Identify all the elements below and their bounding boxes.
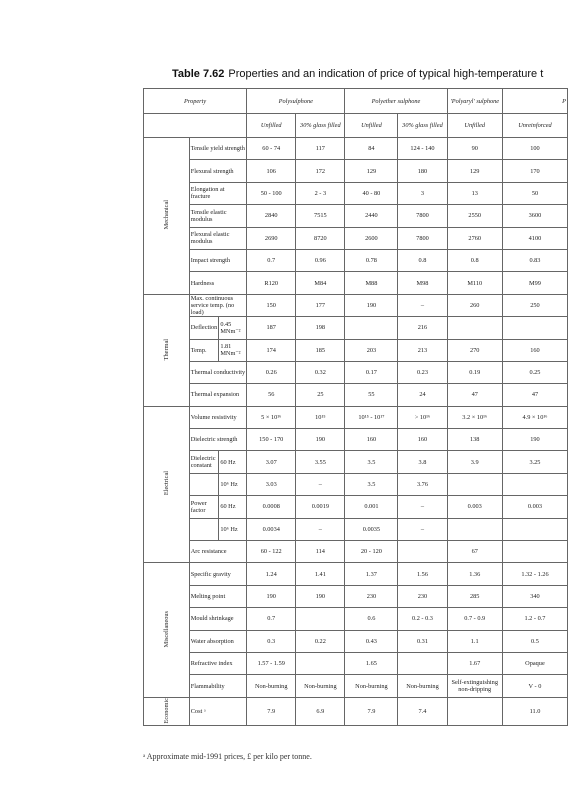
value-cell	[447, 518, 502, 540]
table-row	[144, 384, 568, 406]
table-row	[144, 451, 568, 473]
value-cell: 67	[447, 541, 502, 563]
value-cell: 190	[502, 429, 567, 451]
group-name: Economic	[162, 697, 170, 724]
value-cell: 0.7 - 0.9	[447, 608, 502, 630]
value-cell	[345, 317, 398, 339]
value-cell: 0.7	[247, 249, 296, 271]
value-cell: –	[398, 518, 447, 540]
value-cell: 138	[447, 429, 502, 451]
table-number: Table 7.62	[172, 68, 225, 80]
sub-header: 30% glass filled	[398, 114, 447, 138]
value-cell: > 10¹⁶	[398, 406, 447, 428]
value-cell: 340	[502, 585, 567, 607]
group-label	[144, 697, 190, 726]
value-cell	[502, 473, 567, 495]
value-cell: 2550	[447, 205, 502, 227]
value-cell: 0.96	[296, 249, 345, 271]
value-cell: 7515	[296, 205, 345, 227]
table-row	[144, 227, 568, 249]
table-title	[172, 68, 543, 80]
table-row	[144, 160, 568, 182]
value-cell: 0.83	[502, 249, 567, 271]
table-row	[144, 205, 568, 227]
property-label: Dielectric strength	[189, 429, 246, 451]
value-cell: 7.9	[247, 697, 296, 726]
value-cell: 3.55	[296, 451, 345, 473]
value-cell: 10¹⁵	[296, 406, 345, 428]
table-row	[144, 496, 568, 518]
value-cell: 0.003	[502, 496, 567, 518]
value-cell: 185	[296, 339, 345, 361]
property-label	[189, 518, 219, 540]
value-cell: 0.8	[398, 249, 447, 271]
value-cell: Non-burning	[345, 675, 398, 697]
property-label: Tensile yield strength	[189, 138, 246, 160]
value-cell: 1.67	[447, 652, 502, 674]
value-cell: 60 - 122	[247, 541, 296, 563]
table-row	[144, 182, 568, 204]
value-cell	[398, 652, 447, 674]
value-cell: 1.41	[296, 563, 345, 585]
value-cell: 150	[247, 294, 296, 316]
table-row	[144, 317, 568, 339]
value-cell: 0.8	[447, 249, 502, 271]
value-cell: 190	[247, 585, 296, 607]
value-cell: 7.4	[398, 697, 447, 726]
value-cell: –	[296, 473, 345, 495]
value-cell	[296, 608, 345, 630]
value-cell: 170	[502, 160, 567, 182]
properties-table	[143, 88, 568, 726]
value-cell: 0.78	[345, 249, 398, 271]
value-cell: 3600	[502, 205, 567, 227]
value-cell: 270	[447, 339, 502, 361]
property-label: Specific gravity	[189, 563, 246, 585]
value-cell: 10¹⁵ - 10¹⁷	[345, 406, 398, 428]
value-cell: 0.001	[345, 496, 398, 518]
value-cell: 1.24	[247, 563, 296, 585]
value-cell: 1.37	[345, 563, 398, 585]
property-label: Mould shrinkage	[189, 608, 246, 630]
property-label: Volume resistivity	[189, 406, 246, 428]
value-cell: 2440	[345, 205, 398, 227]
value-cell: 90	[447, 138, 502, 160]
value-cell: 2 - 3	[296, 182, 345, 204]
value-cell: –	[398, 294, 447, 316]
property-label: Power factor	[189, 496, 219, 518]
property-label: Elongation at fracture	[189, 182, 246, 204]
value-cell: Opaque	[502, 652, 567, 674]
group-name: Miscellaneous	[162, 610, 170, 648]
value-cell: 84	[345, 138, 398, 160]
value-cell: 0.003	[447, 496, 502, 518]
table-row	[144, 563, 568, 585]
table-row	[144, 518, 568, 540]
value-cell: 7800	[398, 227, 447, 249]
group-label	[144, 138, 190, 295]
value-cell: 216	[398, 317, 447, 339]
property-label: Thermal expansion	[189, 384, 246, 406]
value-cell: 0.17	[345, 361, 398, 383]
value-cell: 230	[345, 585, 398, 607]
value-cell: 198	[296, 317, 345, 339]
value-cell: 187	[247, 317, 296, 339]
value-cell: 56	[247, 384, 296, 406]
value-cell: 0.26	[247, 361, 296, 383]
sub-header: 30% glass filled	[296, 114, 345, 138]
value-cell: 0.19	[447, 361, 502, 383]
value-cell: 3.76	[398, 473, 447, 495]
table-row	[144, 272, 568, 294]
value-cell: 50	[502, 182, 567, 204]
value-cell: 4.9 × 10¹⁶	[502, 406, 567, 428]
value-cell: 250	[502, 294, 567, 316]
value-cell: 1.1	[447, 630, 502, 652]
table-row	[144, 138, 568, 160]
value-cell: 3.5	[345, 451, 398, 473]
group-header: Polysulphone	[247, 89, 345, 114]
value-cell: 2600	[345, 227, 398, 249]
value-cell: 24	[398, 384, 447, 406]
value-cell: 3.5	[345, 473, 398, 495]
value-cell: 2760	[447, 227, 502, 249]
value-cell	[502, 317, 567, 339]
table-row	[144, 697, 568, 726]
value-cell: 190	[296, 429, 345, 451]
sub-header: Unfilled	[247, 114, 296, 138]
value-cell: 50 - 100	[247, 182, 296, 204]
table-row	[144, 608, 568, 630]
value-cell: 114	[296, 541, 345, 563]
value-cell: 3.07	[247, 451, 296, 473]
property-sublabel: 10⁶ Hz	[219, 473, 247, 495]
value-cell: 7800	[398, 205, 447, 227]
value-cell: 3.25	[502, 451, 567, 473]
value-cell: 55	[345, 384, 398, 406]
value-cell: 0.2 - 0.3	[398, 608, 447, 630]
table-row	[144, 406, 568, 428]
property-header: Property	[144, 89, 247, 114]
value-cell: 1.56	[398, 563, 447, 585]
value-cell: Self-extinguishing non-dripping	[447, 675, 502, 697]
value-cell: 1.2 - 0.7	[502, 608, 567, 630]
value-cell: 0.31	[398, 630, 447, 652]
value-cell: 0.0008	[247, 496, 296, 518]
table-row	[144, 473, 568, 495]
value-cell: 3.9	[447, 451, 502, 473]
property-label: Temp.	[189, 339, 219, 361]
value-cell: 174	[247, 339, 296, 361]
value-cell: 190	[345, 294, 398, 316]
property-sublabel: 60 Hz	[219, 496, 247, 518]
group-header: P	[502, 89, 567, 114]
table-row	[144, 249, 568, 271]
group-header: Polyether sulphone	[345, 89, 447, 114]
value-cell: 190	[296, 585, 345, 607]
value-cell: 180	[398, 160, 447, 182]
value-cell: M110	[447, 272, 502, 294]
value-cell: 8720	[296, 227, 345, 249]
value-cell: 260	[447, 294, 502, 316]
value-cell: 0.3	[247, 630, 296, 652]
property-label: Impact strength	[189, 249, 246, 271]
value-cell: 7.9	[345, 697, 398, 726]
value-cell: 60 - 74	[247, 138, 296, 160]
group-label	[144, 294, 190, 406]
value-cell	[296, 652, 345, 674]
value-cell	[447, 317, 502, 339]
table-caption: Properties and an indication of price of typical high-temperature t	[228, 68, 544, 80]
value-cell: R120	[247, 272, 296, 294]
value-cell: 177	[296, 294, 345, 316]
value-cell: 20 - 120	[345, 541, 398, 563]
sub-header: Unfilled	[447, 114, 502, 138]
property-label: Flammability	[189, 675, 246, 697]
value-cell: Non-burning	[296, 675, 345, 697]
value-cell: 0.6	[345, 608, 398, 630]
value-cell: 0.0035	[345, 518, 398, 540]
footnote: ᵃ Approximate mid-1991 prices, £ per kilo per tonne.	[143, 752, 312, 761]
value-cell: 0.5	[502, 630, 567, 652]
property-label: Hardness	[189, 272, 246, 294]
table-row	[144, 630, 568, 652]
value-cell: 5 × 10¹⁶	[247, 406, 296, 428]
value-cell: 1.32 - 1.26	[502, 563, 567, 585]
value-cell: 0.43	[345, 630, 398, 652]
property-label: Cost ᵃ	[189, 697, 246, 726]
value-cell: 106	[247, 160, 296, 182]
value-cell: 3.2 × 10¹⁶	[447, 406, 502, 428]
group-name: Thermal	[162, 338, 170, 360]
property-label: Flexural elastic modulus	[189, 227, 246, 249]
value-cell: M88	[345, 272, 398, 294]
value-cell: –	[296, 518, 345, 540]
group-header-row	[144, 89, 568, 114]
value-cell: 100	[502, 138, 567, 160]
property-sublabel: 1.81 MNm⁻²	[219, 339, 247, 361]
property-label: Dielectric constant	[189, 451, 219, 473]
value-cell: 6.9	[296, 697, 345, 726]
property-label: Thermal conductivity	[189, 361, 246, 383]
header-blank	[144, 114, 247, 138]
value-cell: 117	[296, 138, 345, 160]
value-cell: 0.0019	[296, 496, 345, 518]
property-sublabel: 10⁶ Hz	[219, 518, 247, 540]
value-cell: 160	[502, 339, 567, 361]
property-sublabel: 60 Hz	[219, 451, 247, 473]
value-cell: 160	[398, 429, 447, 451]
value-cell: 3.8	[398, 451, 447, 473]
value-cell	[447, 697, 502, 726]
value-cell	[398, 541, 447, 563]
value-cell: V - 0	[502, 675, 567, 697]
value-cell: 1.57 - 1.59	[247, 652, 296, 674]
value-cell: 230	[398, 585, 447, 607]
property-label: Max. continuous service temp. (no load)	[189, 294, 246, 316]
group-label	[144, 563, 190, 697]
value-cell: –	[398, 496, 447, 518]
value-cell	[502, 518, 567, 540]
table-row	[144, 429, 568, 451]
sub-header-row	[144, 114, 568, 138]
value-cell: Non-burning	[247, 675, 296, 697]
value-cell: 47	[447, 384, 502, 406]
value-cell: 0.22	[296, 630, 345, 652]
property-label: Water absorption	[189, 630, 246, 652]
group-header: 'Polyaryl' sulphone	[447, 89, 502, 114]
property-label: Tensile elastic modulus	[189, 205, 246, 227]
value-cell: 47	[502, 384, 567, 406]
group-name: Mechanical	[162, 200, 170, 230]
group-label	[144, 406, 190, 563]
table-row	[144, 541, 568, 563]
sub-header: Unreinforced	[502, 114, 567, 138]
table-row	[144, 339, 568, 361]
value-cell: M98	[398, 272, 447, 294]
sub-header: Unfilled	[345, 114, 398, 138]
value-cell: 2690	[247, 227, 296, 249]
value-cell: 0.7	[247, 608, 296, 630]
value-cell: 129	[345, 160, 398, 182]
table-row	[144, 652, 568, 674]
property-label: Deflection	[189, 317, 219, 339]
table-row	[144, 585, 568, 607]
value-cell: 124 - 140	[398, 138, 447, 160]
value-cell: 3	[398, 182, 447, 204]
value-cell	[447, 473, 502, 495]
value-cell	[502, 541, 567, 563]
value-cell: 129	[447, 160, 502, 182]
property-label: Arc resistance	[189, 541, 246, 563]
value-cell: 150 - 170	[247, 429, 296, 451]
table-row	[144, 361, 568, 383]
value-cell: 285	[447, 585, 502, 607]
value-cell: 40 - 80	[345, 182, 398, 204]
value-cell: 203	[345, 339, 398, 361]
value-cell: 2840	[247, 205, 296, 227]
value-cell: 11.0	[502, 697, 567, 726]
value-cell: 1.65	[345, 652, 398, 674]
value-cell: 0.32	[296, 361, 345, 383]
value-cell: 4100	[502, 227, 567, 249]
value-cell: 0.25	[502, 361, 567, 383]
value-cell: M84	[296, 272, 345, 294]
group-name: Electrical	[162, 471, 170, 496]
property-label	[189, 473, 219, 495]
value-cell: 1.36	[447, 563, 502, 585]
table-row	[144, 294, 568, 316]
value-cell: 213	[398, 339, 447, 361]
value-cell: 13	[447, 182, 502, 204]
value-cell: 25	[296, 384, 345, 406]
value-cell: 3.03	[247, 473, 296, 495]
value-cell: Non-burning	[398, 675, 447, 697]
value-cell: 0.23	[398, 361, 447, 383]
value-cell: 160	[345, 429, 398, 451]
property-sublabel: 0.45 MNm⁻²	[219, 317, 247, 339]
table-row	[144, 675, 568, 697]
property-label: Flexural strength	[189, 160, 246, 182]
property-label: Melting point	[189, 585, 246, 607]
value-cell: 0.0034	[247, 518, 296, 540]
value-cell: 172	[296, 160, 345, 182]
value-cell: M99	[502, 272, 567, 294]
property-label: Refractive index	[189, 652, 246, 674]
